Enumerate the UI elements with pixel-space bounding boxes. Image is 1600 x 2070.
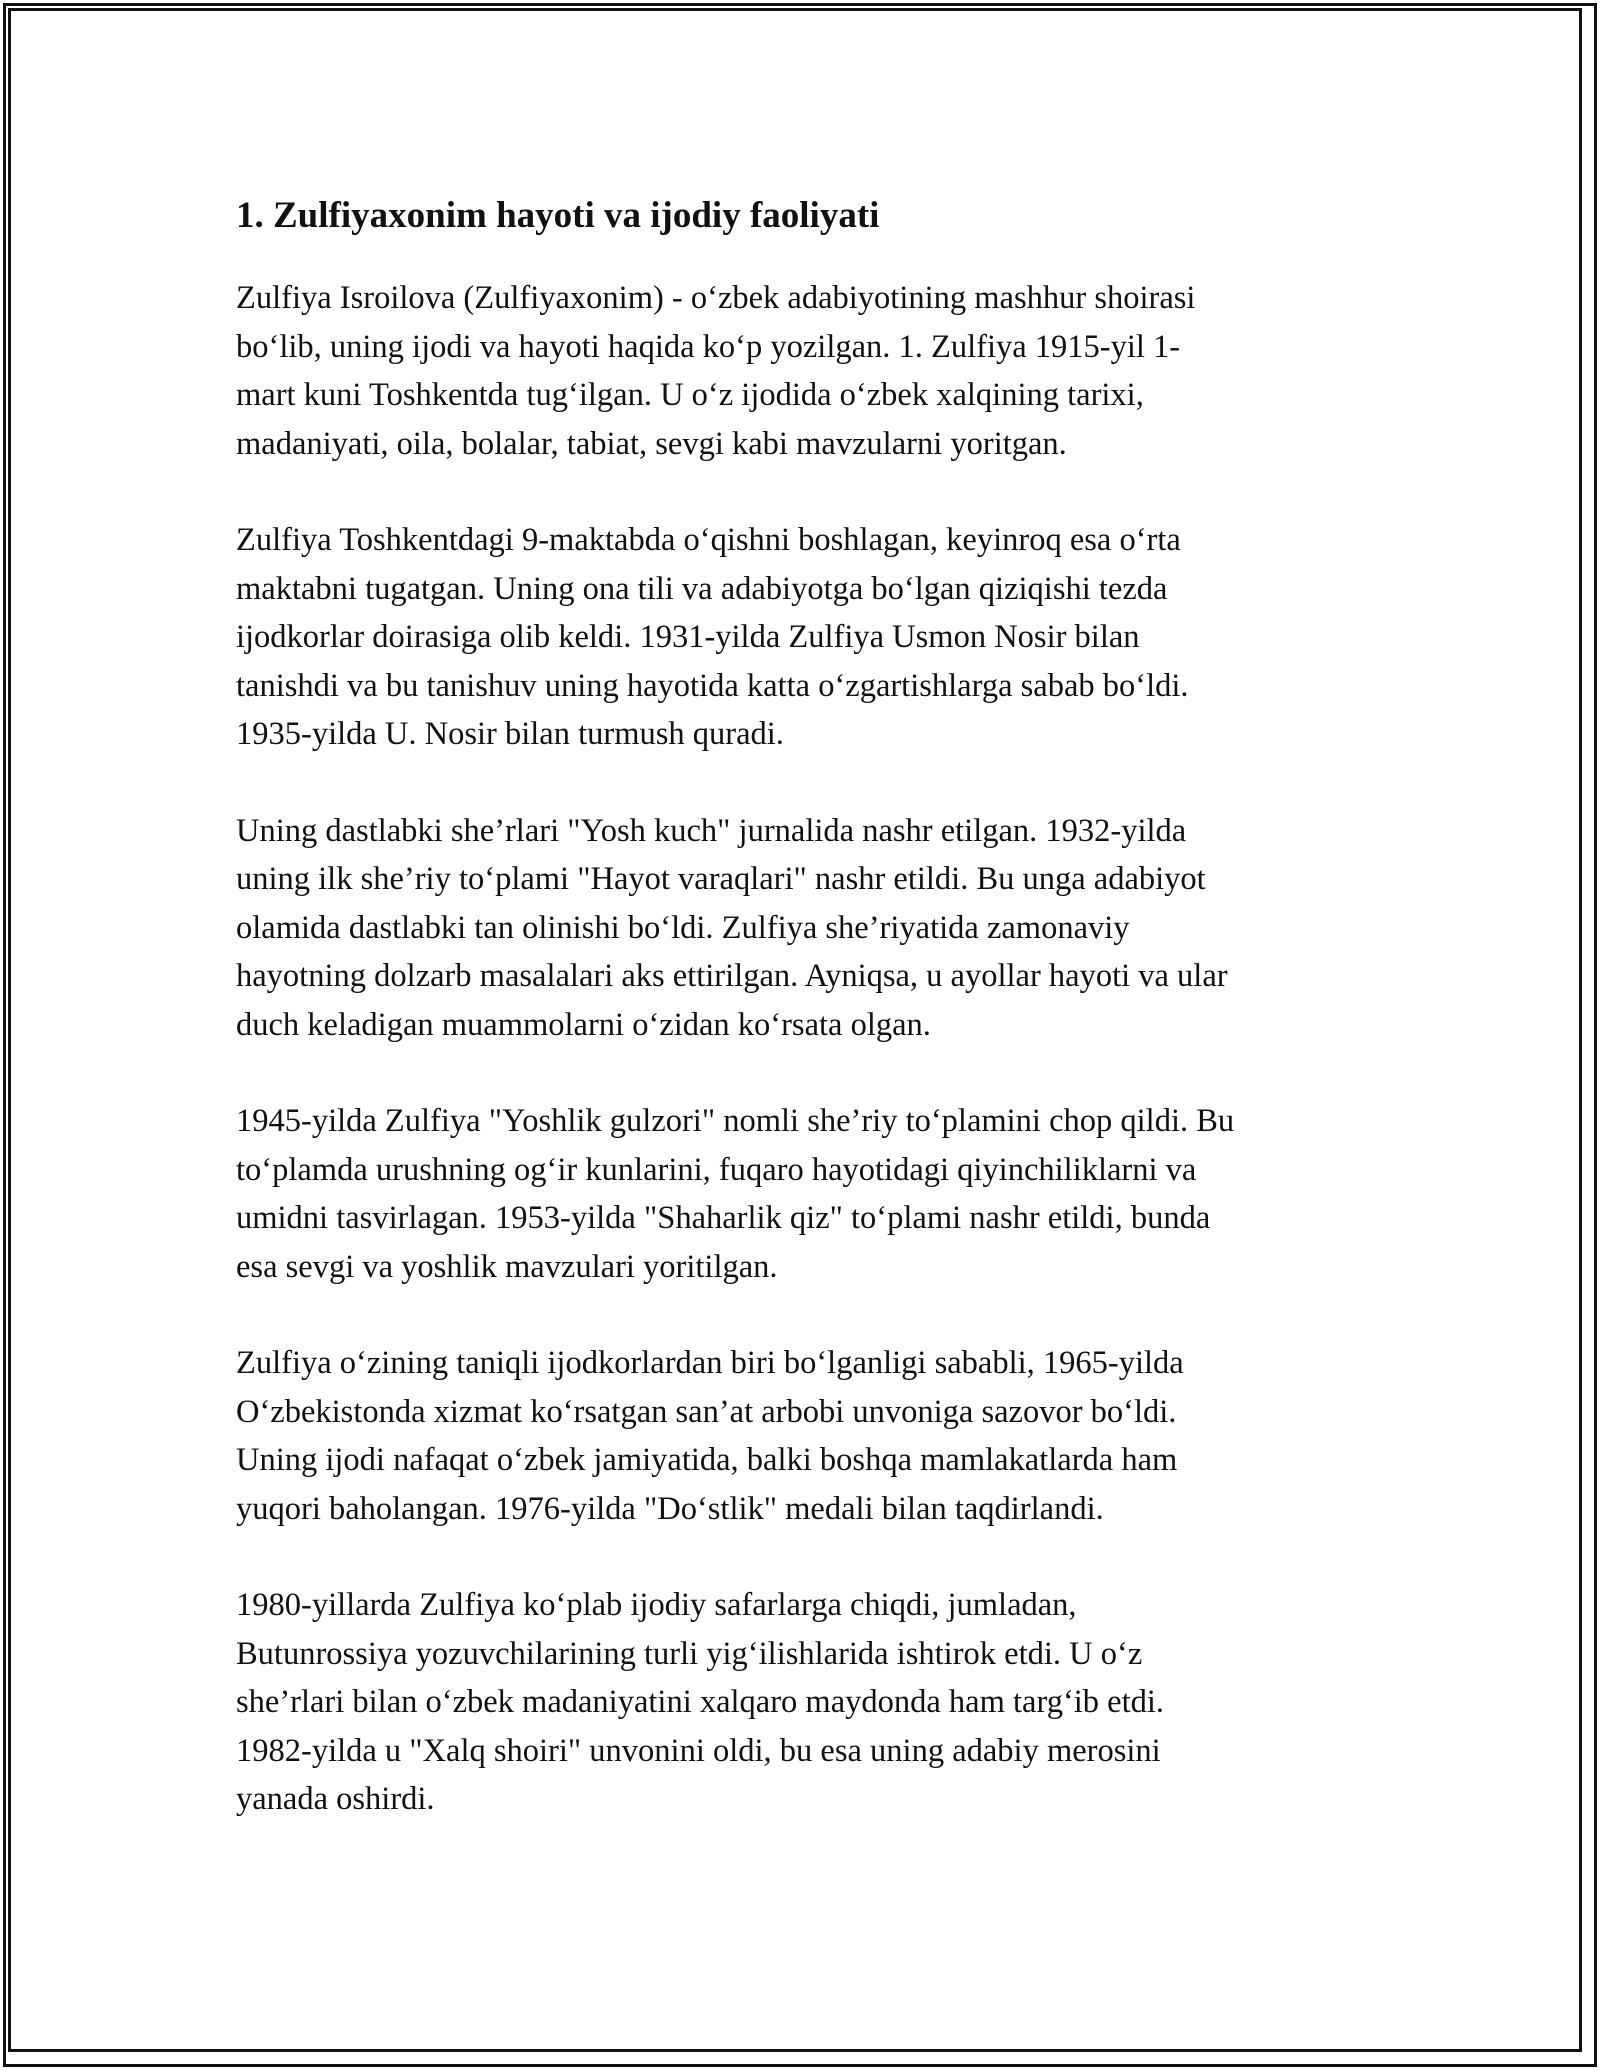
text-line: tanishdi va bu tanishuv uning hayotida katta o‘zgartishlarga sabab bo‘ldi.: [236, 667, 1189, 704]
text-line: 1945-yilda Zulfiya "Yoshlik gulzori" nomli she’riy to‘plamini chop qildi. Bu: [236, 1103, 1235, 1139]
paragraph: [236, 274, 1376, 468]
text-line: olamida dastlabki tan olinishi bo‘ldi. Zulfiya she’riyatida zamonaviy: [236, 909, 1130, 946]
paragraph-list: [236, 274, 1376, 1824]
paragraph: [236, 807, 1376, 1050]
section-title: 1. Zulfiyaxonim hayoti va ijodiy faoliyati: [236, 195, 880, 236]
text-line: ijodkorlar doirasiga olib keldi. 1931-yilda Zulfiya Usmon Nosir bilan: [236, 619, 1140, 655]
text-line: she’rlari bilan o‘zbek madaniyatini xalqaro maydonda ham targ‘ib etdi.: [236, 1684, 1165, 1720]
text-line: uning ilk she’riy to‘plami "Hayot varaqlari" nashr etildi. Bu unga adabiyot: [236, 861, 1206, 897]
text-line: hayotning dolzarb masalalari aks ettirilgan. Ayniqsa, u ayollar hayoti va ular: [236, 958, 1228, 994]
text-line: yanada oshirdi.: [236, 1781, 435, 1817]
text-line: Uning ijodi nafaqat o‘zbek jamiyatida, balki boshqa mamlakatlarda ham: [236, 1442, 1178, 1478]
text-line: Uning dastlabki she’rlari "Yosh kuch" jurnalida nashr etilgan. 1932-yilda: [236, 812, 1187, 849]
text-line: Zulfiya o‘zining taniqli ijodkorlardan biri bo‘lganligi sababli, 1965-yilda: [236, 1345, 1184, 1381]
text-line: esa sevgi va yoshlik mavzulari yoritilgan.: [236, 1248, 778, 1285]
paragraph: [236, 1097, 1376, 1291]
text-line: madaniyati, oila, bolalar, tabiat, sevgi kabi mavzularni yoritgan.: [236, 425, 1067, 462]
text-line: bo‘lib, uning ijodi va hayoti haqida ko‘p yozilgan. 1. Zulfiya 1915-yil 1-: [236, 328, 1181, 365]
paragraph: [236, 1581, 1376, 1824]
text-line: duch keladigan muammolarni o‘zidan ko‘rsata olgan.: [236, 1006, 931, 1043]
text-line: umidni tasvirlagan. 1953-yilda "Shaharlik qiz" to‘plami nashr etildi, bunda: [236, 1200, 1211, 1236]
text-line: to‘plamda urushning og‘ir kunlarini, fuqaro hayotidagi qiyinchiliklarni va: [236, 1151, 1197, 1188]
text-line: maktabni tugatgan. Uning ona tili va adabiyotga bo‘lgan qiziqishi tezda: [236, 570, 1168, 607]
text-line: yuqori baholangan. 1976-yilda "Do‘stlik" medali bilan taqdirlandi.: [236, 1490, 1104, 1527]
text-line: Butunrossiya yozuvchilarining turli yig‘ilishlarida ishtirok etdi. U o‘z: [236, 1635, 1143, 1672]
text-line: Zulfiya Isroilova (Zulfiyaxonim) - o‘zbek adabiyotining mashhur shoirasi: [236, 280, 1196, 316]
text-line: 1980-yillarda Zulfiya ko‘plab ijodiy safarlarga chiqdi, jumladan,: [236, 1587, 1077, 1623]
text-line: O‘zbekistonda xizmat ko‘rsatgan san’at arbobi unvoniga sazovor bo‘ldi.: [236, 1393, 1177, 1430]
text-line: Zulfiya Toshkentdagi 9-maktabda o‘qishni boshlagan, keyinroq esa o‘rta: [236, 522, 1181, 558]
paragraph: [236, 1339, 1376, 1533]
text-line: 1935-yilda U. Nosir bilan turmush quradi.: [236, 716, 784, 752]
text-line: mart kuni Toshkentda tug‘ilgan. U o‘z ijodida o‘zbek xalqining tarixi,: [236, 377, 1144, 413]
paragraph: [236, 516, 1376, 759]
text-line: 1982-yilda u "Xalq shoiri" unvonini oldi, bu esa uning adabiy merosini: [236, 1732, 1161, 1769]
document-body: [236, 188, 1376, 1872]
